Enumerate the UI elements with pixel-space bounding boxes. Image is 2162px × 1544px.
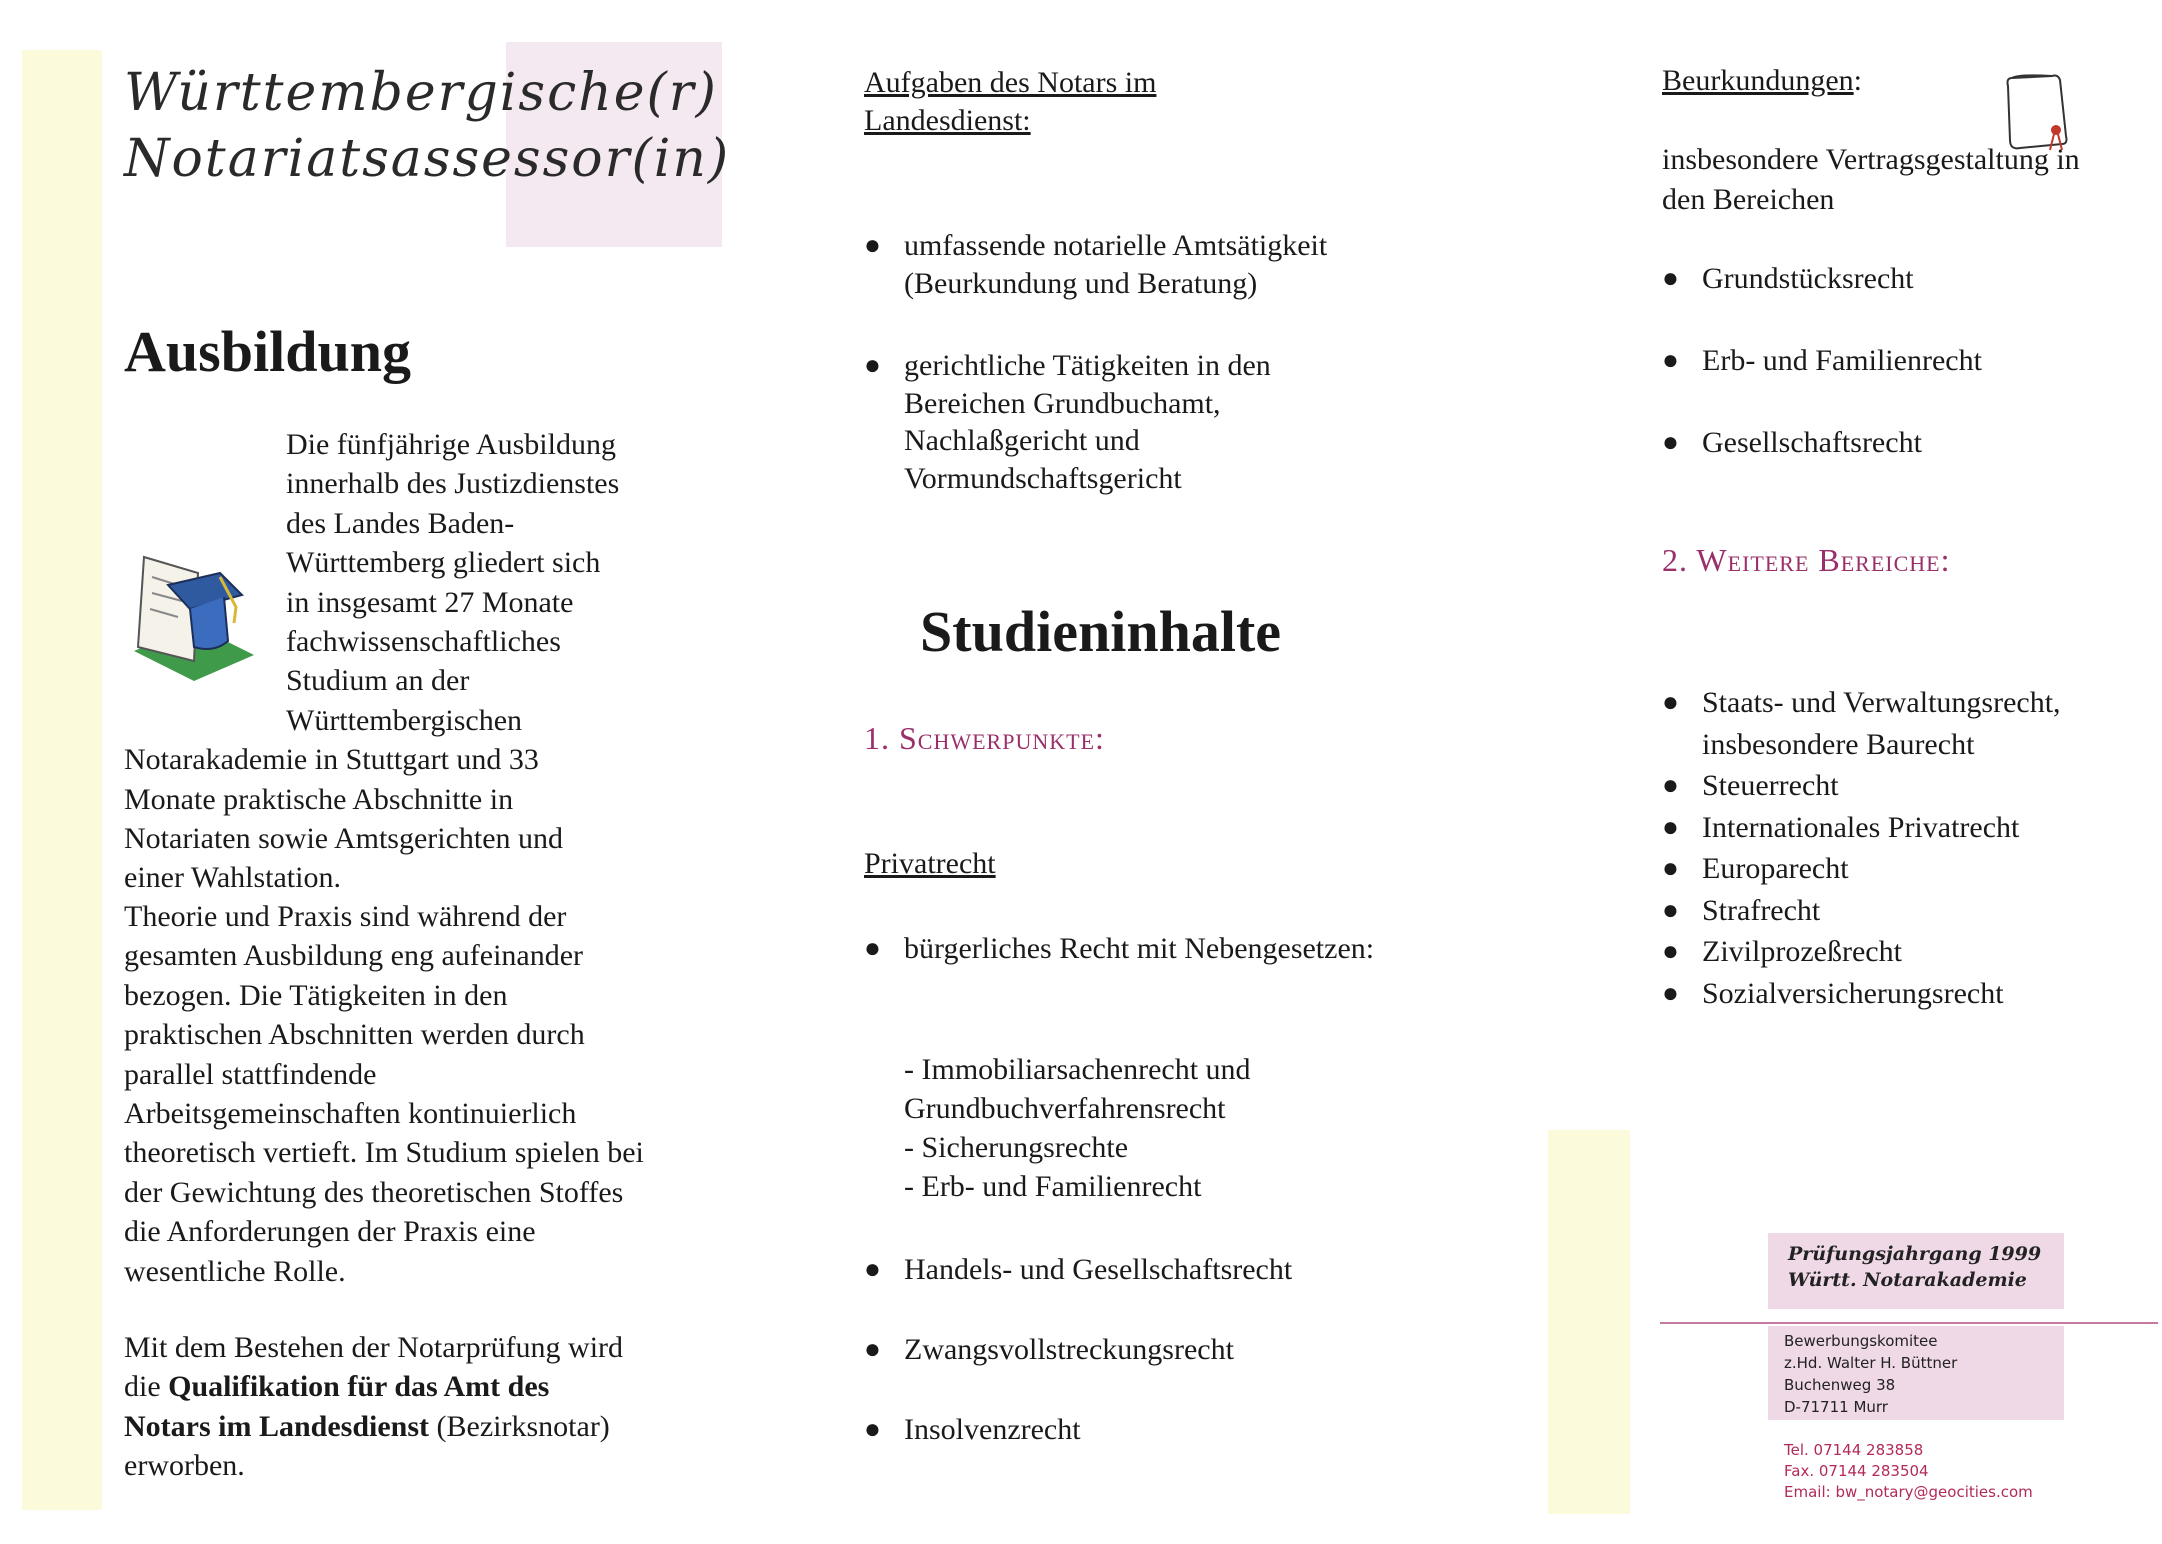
ausbildung-paragraph-1 xyxy=(124,425,624,898)
divider xyxy=(1660,1322,2158,1324)
contact-tel: Tel. 07144 283858 xyxy=(1784,1441,1924,1459)
bullet-icon: ● xyxy=(1662,687,1679,718)
bullet-icon: ● xyxy=(864,1254,881,1285)
address-line: D-71711 Murr xyxy=(1784,1398,1888,1416)
yellow-strip-left xyxy=(22,50,102,1510)
bullet-icon: ● xyxy=(1662,936,1679,967)
list-item xyxy=(1662,424,1922,462)
contact-email[interactable]: Email: bw_notary@geocities.com xyxy=(1784,1483,2033,1501)
script-title-line-2: Notariatsassessor(in) xyxy=(124,129,731,189)
seal-line-1: Prüfungsjahrgang 1999 xyxy=(1788,1243,2042,1265)
weitere-item-text: Europarecht xyxy=(1702,852,1849,885)
list-item xyxy=(1662,973,2132,1015)
bullet-icon: ● xyxy=(864,1334,881,1365)
list-item xyxy=(1662,765,2132,807)
bullet-icon: ● xyxy=(864,1414,881,1445)
area-list-1 xyxy=(1662,260,1914,298)
list-item xyxy=(1662,807,2132,849)
list-item xyxy=(864,227,1384,302)
ausbildung-heading: Ausbildung xyxy=(124,319,411,384)
seal-box xyxy=(1768,1233,2064,1309)
weitere-item-text: Strafrecht xyxy=(1702,893,1821,927)
studieninhalte-heading: Studieninhalte xyxy=(920,599,1281,664)
contact-block xyxy=(1784,1440,2033,1503)
beurkundungen-label: Beurkundungen xyxy=(1662,64,1854,97)
list-item xyxy=(864,1331,1384,1369)
bullet-icon: ● xyxy=(864,933,881,964)
address-line: z.Hd. Walter H. Büttner xyxy=(1784,1354,1958,1372)
list-item xyxy=(864,1411,1384,1449)
bullet-icon: ● xyxy=(1662,770,1679,801)
ausbildung-paragraph-3 xyxy=(124,1328,624,1486)
sub-item: - Erb- und Familienrecht xyxy=(904,1170,1202,1203)
list-item xyxy=(1662,848,2132,890)
script-title xyxy=(124,60,731,192)
ausbildung-paragraph-1-text: Die fünfjährige Ausbildung innerhalb des Justizdienstes des Landes Baden-Württemberg gliedert sich in insgesamt 27 Monate fachwissenschaftliches Studium an der Württembergischen Notarakademie in Stuttgart und 33 Monate praktische Abschnitte in Notariaten sowie Amtsgerichten und einer Wahlstation. xyxy=(124,428,620,895)
list-item xyxy=(864,1251,1384,1289)
yellow-strip-right xyxy=(1548,1130,1630,1514)
task-text: gerichtliche Tätigkeiten in den Bereichen Grundbuchamt, Nachlaßgericht und Vormundschaftsgericht xyxy=(904,349,1271,495)
list-item xyxy=(1662,260,1914,298)
more-item-text: Insolvenzrecht xyxy=(904,1413,1081,1446)
list-item xyxy=(864,347,1384,497)
address-box xyxy=(1768,1326,2064,1420)
privatrecht-sub-list xyxy=(904,1050,1424,1206)
address-line: Buchenweg 38 xyxy=(1784,1376,1896,1394)
bullet-icon: ● xyxy=(1662,894,1679,926)
bullet-icon: ● xyxy=(864,230,881,261)
area-text: Grundstücksrecht xyxy=(1702,262,1914,295)
script-title-line-1: Württembergische(r) xyxy=(124,63,718,123)
tasks-list-1 xyxy=(864,227,1384,302)
ausbildung-paragraph-2: Theorie und Praxis sind während der gesamten Ausbildung eng aufeinander bezogen. Die Tätigkeiten in den praktischen Abschnitten werden durch parallel stattfindende Arbeitsgemeinschaften kontinuierlich theoretisch vertieft. Im Studium spielen bei der Gewichtung des theoretischen Stoffes die Anforderungen der Praxis eine wesentliche Rolle. xyxy=(124,900,644,1288)
area-text: Erb- und Familienrecht xyxy=(1702,344,1982,377)
sub-item: - Immobiliarsachenrecht und Grundbuchverfahrensrecht xyxy=(904,1053,1251,1125)
beurkundungen-colon: : xyxy=(1853,64,1862,97)
contact-fax: Fax. 07144 283504 xyxy=(1784,1462,1929,1480)
tasks-heading: Aufgaben des Notars im Landesdienst: xyxy=(864,66,1157,137)
task-text: umfassende notarielle Amtsätigkeit (Beurkundung und Beratung) xyxy=(904,229,1328,300)
list-item xyxy=(1662,342,1982,380)
weitere-item-text: Steuerrecht xyxy=(1702,769,1839,802)
bullet-icon: ● xyxy=(1662,977,1679,1009)
graduation-clipart xyxy=(124,543,286,703)
weitere-bereiche-heading: 2. Weitere Bereiche: xyxy=(1662,542,1951,578)
sub-item: - Sicherungsrechte xyxy=(904,1131,1129,1164)
para3-start: Mit dem Bestehen der Notarprüfung wird die xyxy=(124,1331,624,1404)
seal-line-2: Württ. Notarakademie xyxy=(1788,1269,2027,1291)
address-line: Bewerbungskomitee xyxy=(1784,1332,1938,1350)
graduation-cap-icon xyxy=(124,543,264,683)
weitere-item-text: Staats- und Verwaltungsrecht, insbesondere Baurecht xyxy=(1702,686,2061,761)
bullet-icon: ● xyxy=(1662,811,1679,843)
more-list-2 xyxy=(864,1331,1384,1369)
privatrecht-list xyxy=(864,930,1384,968)
schwerpunkte-heading: 1. Schwerpunkte: xyxy=(864,720,1105,756)
more-item-text: Handels- und Gesellschaftsrecht xyxy=(904,1253,1293,1286)
weitere-item-text: Sozialversicherungsrecht xyxy=(1702,976,2004,1010)
list-item xyxy=(1662,890,2132,932)
bullet-icon: ● xyxy=(1662,427,1679,458)
area-list-2 xyxy=(1662,342,1982,380)
bullet-icon: ● xyxy=(864,350,881,381)
para3-end: (Bezirksnotar) erworben. xyxy=(124,1409,610,1483)
list-item xyxy=(1662,931,2132,973)
bullet-icon: ● xyxy=(1662,853,1679,884)
tasks-list-2 xyxy=(864,347,1384,497)
list-item xyxy=(864,930,1384,968)
para3-bold: Qualifikation für das Amt des Notars im Landesdienst xyxy=(124,1370,550,1443)
weitere-item-text: Zivilprozeßrecht xyxy=(1702,935,1902,968)
privat-item-text: bürgerliches Recht mit Nebengesetzen: xyxy=(904,932,1375,965)
weitere-item-text: Internationales Privatrecht xyxy=(1702,810,2020,844)
area-list-3 xyxy=(1662,424,1922,462)
more-list-3 xyxy=(864,1411,1384,1449)
bullet-icon: ● xyxy=(1662,263,1679,294)
beurkundungen-intro: insbesondere Vertragsgestaltung in den Bereichen xyxy=(1662,143,2080,216)
list-item xyxy=(1662,682,2132,765)
beurkundungen-heading xyxy=(1662,62,1862,100)
more-list-1 xyxy=(864,1251,1384,1289)
area-text: Gesellschaftsrecht xyxy=(1702,426,1922,459)
privatrecht-heading: Privatrecht xyxy=(864,847,996,880)
weitere-list xyxy=(1662,682,2132,1014)
bullet-icon: ● xyxy=(1662,345,1679,376)
more-item-text: Zwangsvollstreckungsrecht xyxy=(904,1333,1234,1366)
